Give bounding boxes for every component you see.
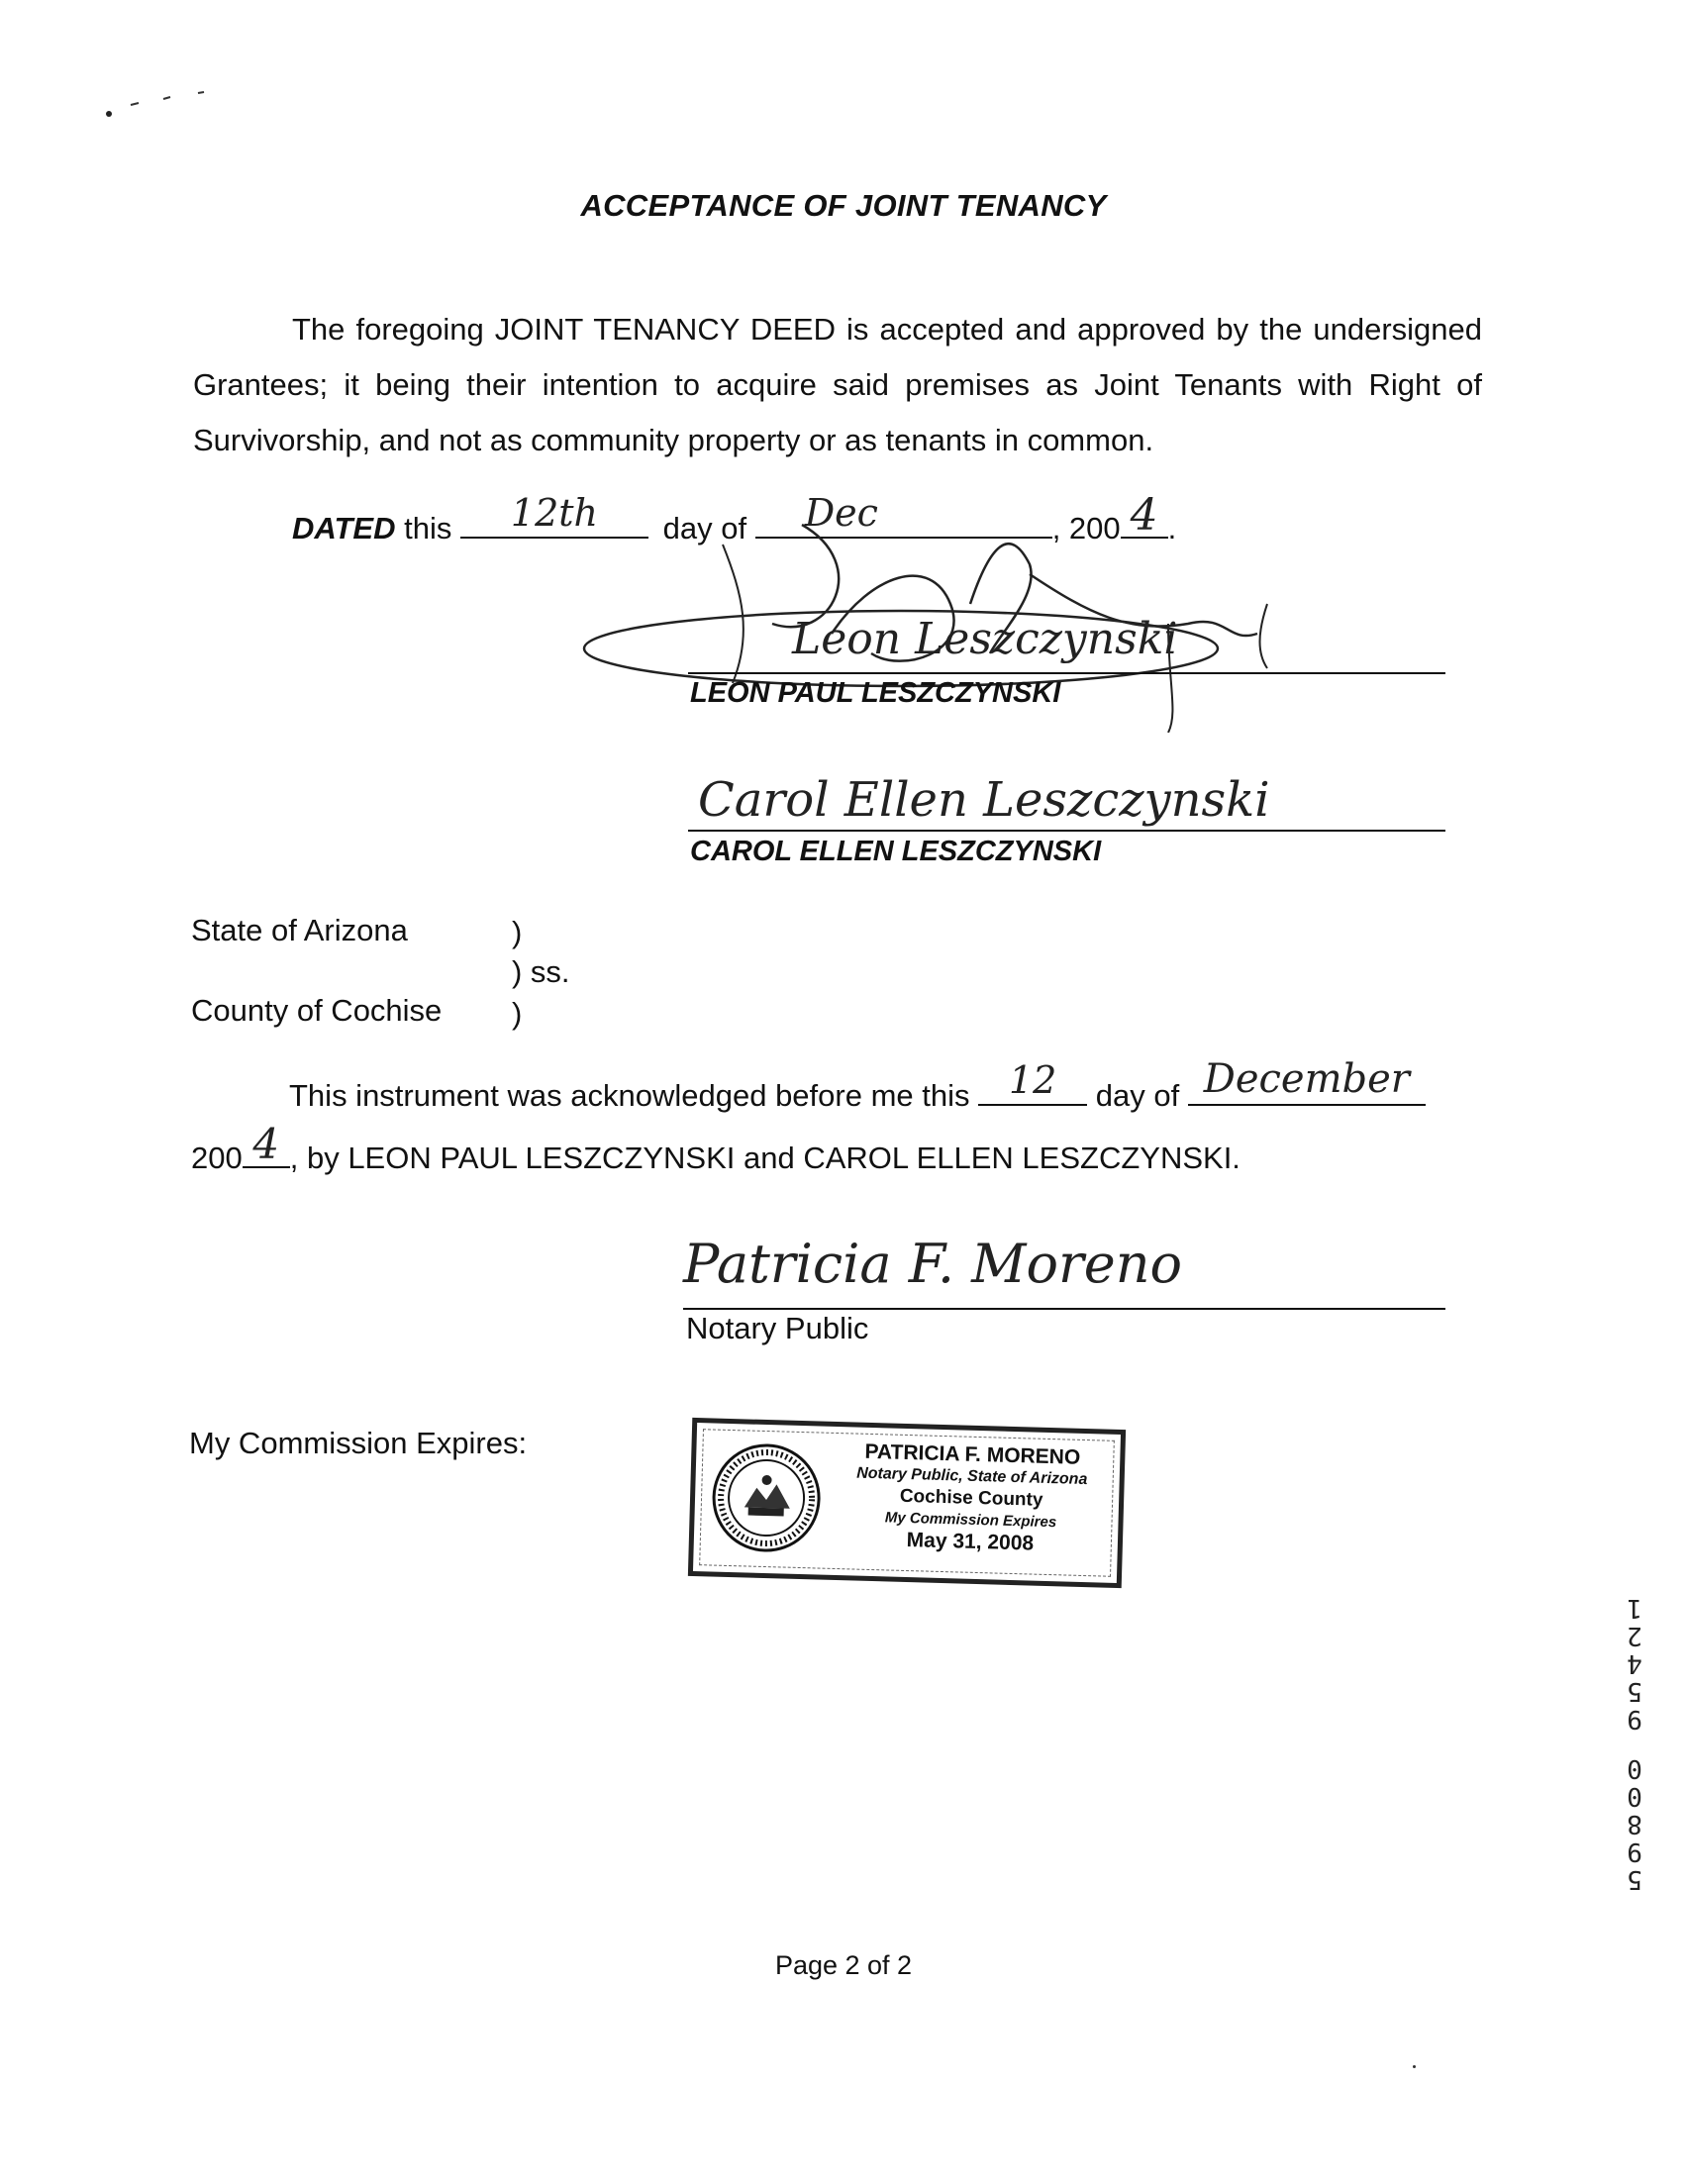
venue-ss: ) ss. [512,954,570,989]
ack-day-of: day of [1095,1078,1180,1113]
dated-month-handwritten: Dec [804,491,878,535]
scan-speck-marks [99,79,228,124]
venue-paren-2: ) [512,996,523,1031]
ack-year-handwritten: 4 [252,1120,280,1168]
commission-expires-label: My Commission Expires: [189,1426,528,1460]
recording-number-digit: 0 [1627,1781,1642,1811]
acknowledgment-line-2 [191,1120,1240,1176]
stamp-line3: My Commission Expires [884,1509,1057,1532]
signature-line-leon [688,672,1445,674]
stamp-name: PATRICIA F. MORENO [864,1439,1081,1469]
recording-number-digit: 2 [1627,1621,1642,1650]
recording-number-digit: 1 [1627,1593,1642,1623]
ack-year-blank[interactable] [243,1120,290,1168]
dated-year-handwritten: 4 [1130,490,1158,541]
ack-month-blank[interactable] [1188,1056,1426,1106]
venue-paren-1: ) [512,915,523,949]
document-title: ACCEPTANCE OF JOINT TENANCY [580,188,1107,223]
acknowledgment-line-1 [289,1056,1426,1114]
signer-name-leon: LEON PAUL LESZCZYNSKI [690,677,1061,709]
recording-number-digit: 9 [1627,1704,1642,1734]
ack-day-handwritten: 12 [1008,1058,1057,1102]
recording-number-digit: 9 [1627,1837,1642,1866]
notary-label: Notary Public [686,1311,869,1345]
ack-day-blank[interactable] [978,1058,1087,1106]
venue-state: State of Arizona [191,913,408,947]
recording-number-digit: 0 [1627,1753,1642,1783]
stamp-line1: Notary Public, State of Arizona [855,1464,1088,1489]
dated-day-of: day of [662,511,747,546]
arizona-seal-icon [710,1440,824,1554]
acknowledgment-prefix: This instrument was acknowledged before me this [289,1078,970,1113]
acceptance-paragraph: The foregoing JOINT TENANCY DEED is accepted and approved by the undersigned Grantees; it being their intention to acquire said premises as Joint Tenants with Right of Survivorship, and not as community property or as tenants in common. [193,312,1482,457]
notary-stamp-text [828,1440,1116,1557]
page-footer: Page 2 of 2 [774,1950,913,1980]
notary-signature-handwritten: Patricia F. Moreno [683,1233,1183,1295]
dated-label: DATED [292,511,396,546]
dated-period: . [1167,511,1177,546]
stamp-date: May 31, 2008 [906,1529,1035,1555]
scan-dot [1413,2065,1416,2068]
recording-number-digit: 5 [1627,1864,1642,1894]
dated-this: this [404,511,452,546]
stamp-line2: Cochise County [899,1485,1043,1511]
recording-number-digit: 4 [1627,1648,1642,1678]
notary-signature-line [683,1308,1445,1310]
recording-number [1620,1594,1649,1893]
signer-name-carol: CAROL ELLEN LESZCZYNSKI [690,836,1102,867]
recording-number-digit: 8 [1627,1809,1642,1838]
notary-stamp [688,1418,1126,1588]
venue-county: County of Cochise [191,993,443,1028]
signature-leon-handwritten: Leon Leszczynski [792,614,1178,664]
signature-carol-handwritten: Carol Ellen Leszczynski [698,772,1270,828]
dated-year-prefix: , 200 [1051,511,1121,546]
dated-day-handwritten: 12th [510,491,599,535]
ack-month-handwritten: December [1203,1056,1410,1102]
ack-suffix: , by LEON PAUL LESZCZYNSKI and CAROL ELLEN LESZCZYNSKI. [289,1141,1240,1175]
ack-year-prefix: 200 [191,1141,243,1175]
signature-line-carol [688,830,1445,832]
recording-number-digit: 5 [1627,1676,1642,1706]
